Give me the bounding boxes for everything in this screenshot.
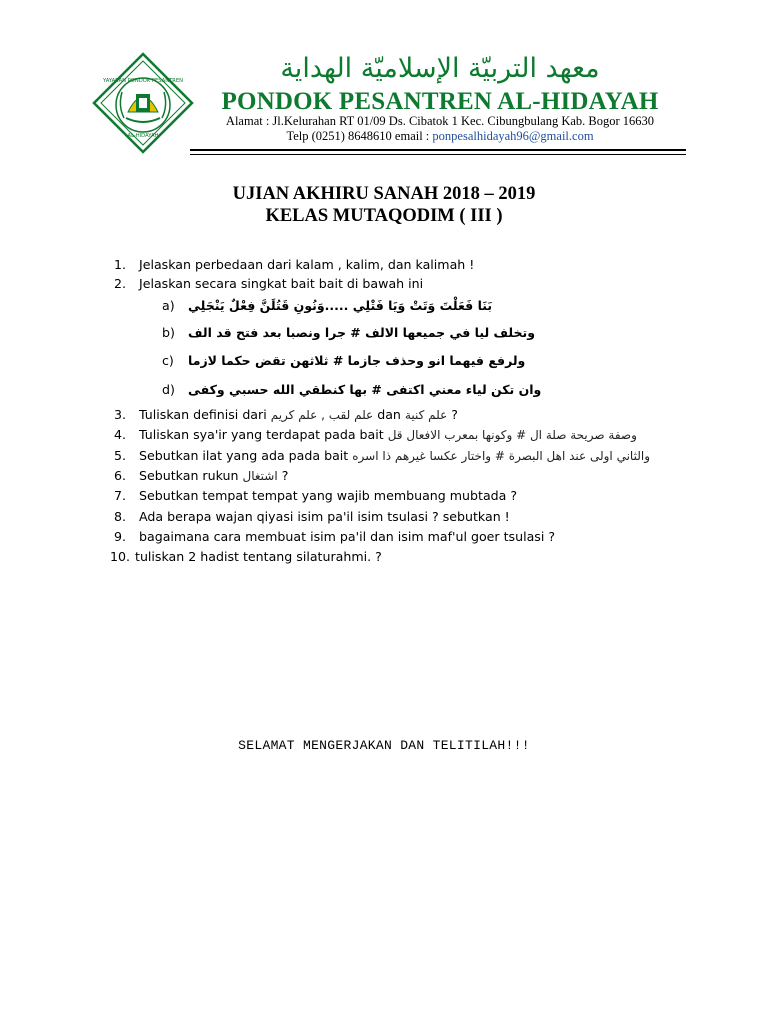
- question-item: [114, 446, 650, 466]
- question-number: 6.: [114, 468, 127, 483]
- verse-label: b): [162, 325, 175, 340]
- header-rule-thin: [190, 154, 686, 155]
- question-number: 4.: [114, 427, 127, 442]
- question-number: 7.: [114, 488, 127, 503]
- question-tail: ?: [451, 407, 458, 422]
- question-text: Ada berapa wajan qiyasi isim pa'il isim tsulasi ? sebutkan !: [139, 509, 510, 524]
- question-text-2: dan: [377, 407, 401, 422]
- question-item: [114, 466, 288, 486]
- address-line: Alamat : Jl.Kelurahan RT 01/09 Ds. Cibatok 1 Kec. Cibungbulang Kab. Bogor 16630: [225, 114, 655, 128]
- verse-label: d): [162, 382, 175, 397]
- verse-item: [162, 295, 492, 317]
- verse-text: ولرفع فيهما انو وحذف جازما # ثلاثهن تقض حكما لازما: [188, 353, 526, 368]
- question-text: Sebutkan ilat yang ada pada bait: [139, 448, 349, 463]
- question-arabic: والثاني اولى عند اهل البصرة # واختار عكسا غيرهم ذا اسره: [352, 449, 650, 463]
- exam-title: UJIAN AKHIRU SANAH 2018 – 2019: [232, 184, 536, 204]
- question-text: bagaimana cara membuat isim pa'il dan isim maf'ul goer tsulasi ?: [139, 529, 556, 544]
- question-number: 5.: [114, 448, 127, 463]
- question-arabic: وصفة صريحة صلة ال # وكونها بمعرب الافعال قل: [387, 428, 637, 442]
- verse-item: [162, 322, 535, 344]
- question-item: [110, 547, 382, 567]
- question-text: Sebutkan tempat tempat yang wajib membuang mubtada ?: [139, 488, 518, 503]
- email-link[interactable]: ponpesalhidayah96@gmail.com: [432, 129, 594, 143]
- question-number: 1.: [114, 257, 127, 272]
- question-arabic: اشتغال: [242, 469, 278, 483]
- question-item: [114, 527, 555, 547]
- address-block: [190, 114, 690, 144]
- question-tail: ?: [281, 468, 289, 483]
- arabic-school-name: معهد التربيّة الإسلاميّة الهداية: [280, 53, 600, 84]
- verse-text: وان تكن لياء معني اكتفى # بها كنطقي الله حسبي وكفى: [188, 382, 542, 397]
- question-text: tuliskan 2 hadist tentang silaturahmi. ?: [135, 549, 382, 564]
- question-item: [114, 425, 637, 445]
- question-item: [114, 486, 517, 506]
- question-text: Tuliskan definisi dari: [139, 407, 267, 422]
- logo-top-text: YAYASAN PONDOK PESANTREN: [102, 78, 184, 84]
- contact-label: Telp (0251) 8648610 email :: [286, 129, 433, 143]
- verse-item: [162, 350, 525, 372]
- question-number: 10.: [110, 549, 131, 564]
- exam-heading: [0, 183, 768, 227]
- question-number: 2.: [114, 276, 127, 291]
- question-item: [114, 255, 474, 275]
- exam-class: KELAS MUTAQODIM ( III ): [265, 206, 503, 226]
- question-number: 3.: [114, 407, 127, 422]
- contact-line: [190, 129, 690, 144]
- school-name: PONDOK PESANTREN AL-HIDAYAH: [221, 88, 659, 115]
- verse-label: c): [162, 353, 174, 368]
- question-text: Jelaskan secara singkat bait bait di bawah ini: [139, 276, 424, 291]
- logo-bottom-text: AL-HIDAYAH: [127, 133, 159, 139]
- question-text: Jelaskan perbedaan dari kalam , kalim, dan kalimah !: [139, 257, 475, 272]
- question-text: Tuliskan sya'ir yang terdapat pada bait: [139, 427, 384, 442]
- question-item: [114, 405, 458, 425]
- pesantren-logo: [92, 52, 194, 154]
- verse-text: وتخلف ليا في جميعها الالف # جرا ونصبا بعد فتح قد الف: [188, 325, 535, 340]
- question-number: 8.: [114, 509, 127, 524]
- question-arabic: علم لقب , علم كريم: [270, 408, 374, 422]
- header-rule-thick: [190, 149, 686, 151]
- question-arabic-2: علم كنية: [404, 408, 448, 422]
- verse-label: a): [162, 298, 175, 313]
- verse-item: [162, 379, 541, 401]
- question-text: Sebutkan rukun: [139, 468, 239, 483]
- question-item: [114, 274, 423, 294]
- closing-message: SELAMAT MENGERJAKAN DAN TELITILAH!!!: [238, 738, 530, 753]
- question-number: 9.: [114, 529, 127, 544]
- question-item: [114, 507, 510, 527]
- verse-text: بَنَا فَعَلْتَ وَتَتْ وَيَا فَتْلِي .....وَنُونِ قَتُلَنَّ فِعْلٌ يَنْجَلِي: [188, 298, 493, 313]
